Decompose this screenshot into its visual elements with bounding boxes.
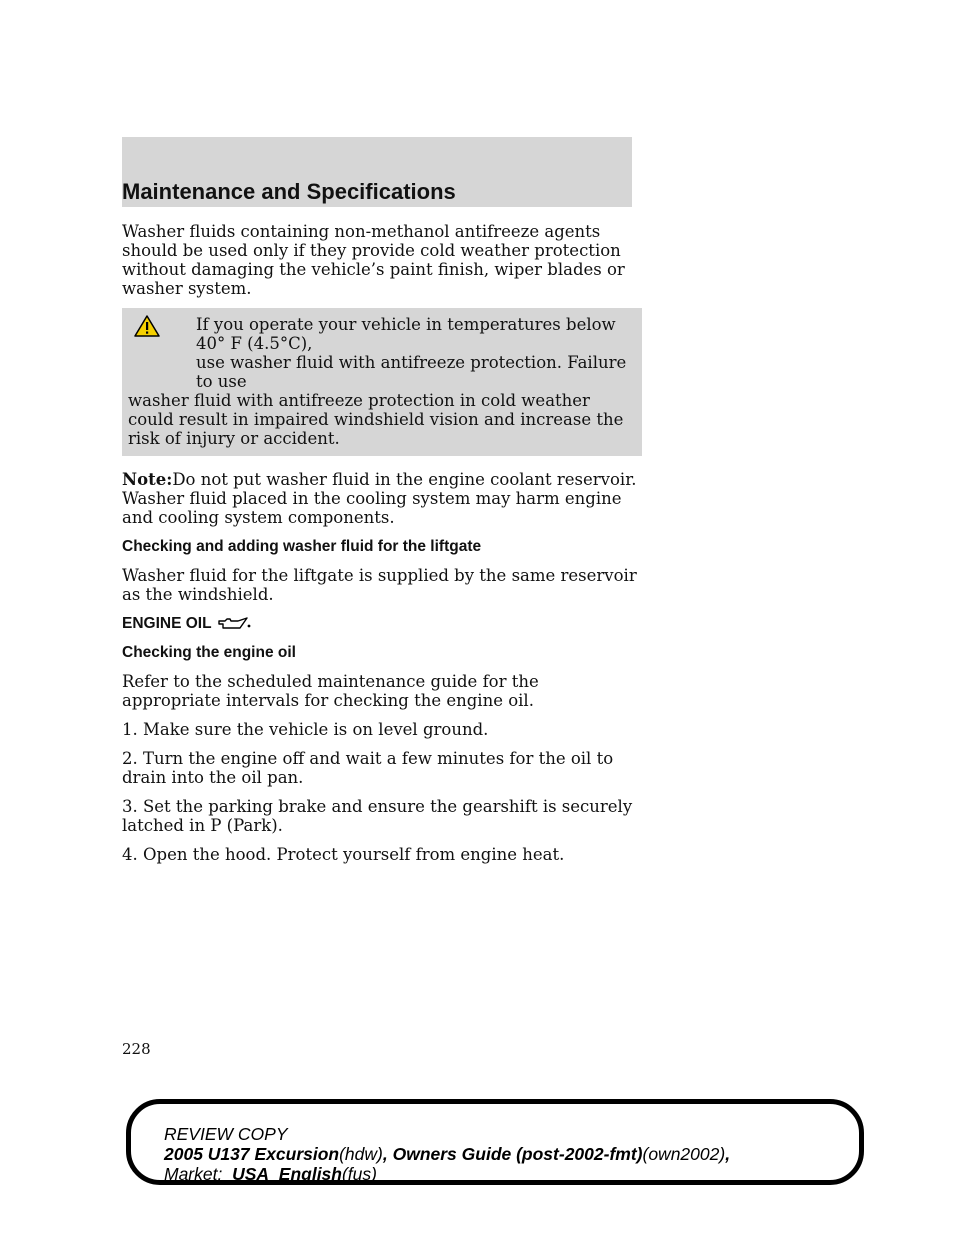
step-3: 3. Set the parking brake and ensure the gearshift is securely latched in P (Park). <box>122 797 633 835</box>
section-title: Maintenance and Specifications <box>122 179 456 204</box>
review-copy-label: REVIEW COPY <box>164 1124 288 1144</box>
guide-name: , Owners Guide (post-2002-fmt) <box>382 1144 643 1164</box>
market-name: USA_English <box>232 1164 342 1184</box>
market-label: Market: <box>164 1164 223 1184</box>
note-paragraph <box>122 470 642 527</box>
note-label: Note: <box>122 470 173 489</box>
step-2: 2. Turn the engine off and wait a few minutes for the oil to drain into the oil pan. <box>122 749 614 787</box>
step-1: 1. Make sure the vehicle is on level ground. <box>122 720 489 739</box>
note-text: Do not put washer fluid in the engine coolant reservoir. Washer fluid placed in the cooling system may harm engine and cooling system components. <box>122 470 637 527</box>
guide-code: (own2002) <box>642 1144 726 1164</box>
warning-line-1: If you operate your vehicle in temperatures below 40° F (4.5°C), <box>196 315 616 353</box>
document-info-line <box>164 1144 730 1164</box>
checking-intro-paragraph: Refer to the scheduled maintenance guide for the appropriate intervals for checking the engine oil. <box>122 672 539 710</box>
market-code: (fus) <box>341 1164 377 1184</box>
model-code: (hdw) <box>339 1144 383 1164</box>
engine-oil-heading-text: ENGINE OIL <box>122 615 212 632</box>
liftgate-heading: Checking and adding washer fluid for the liftgate <box>122 538 482 555</box>
engine-oil-heading <box>122 614 642 633</box>
info-comma: , <box>725 1144 731 1164</box>
page-content <box>122 222 642 874</box>
checking-oil-heading: Checking the engine oil <box>122 644 296 661</box>
warning-text-rest: washer fluid with antifreeze protection in cold weather could result in impaired windshield vision and increase the risk of injury or accident. <box>128 391 624 448</box>
warning-box <box>122 308 642 456</box>
page-number: 228 <box>122 1040 151 1058</box>
washer-fluid-paragraph: Washer fluids containing non-methanol antifreeze agents should be used only if they provide cold weather protection without damaging the vehicle’s paint finish, wiper blades or washer system. <box>122 222 625 298</box>
oil-can-icon <box>216 616 252 632</box>
liftgate-paragraph: Washer fluid for the liftgate is supplied by the same reservoir as the windshield. <box>122 566 637 604</box>
warning-triangle-icon <box>134 314 160 338</box>
market-line <box>164 1164 730 1184</box>
model-name: 2005 U137 Excursion <box>164 1144 340 1164</box>
review-copy-footer <box>164 1124 730 1184</box>
warning-line-2: use washer fluid with antifreeze protection. Failure to use <box>196 353 627 391</box>
step-4: 4. Open the hood. Protect yourself from engine heat. <box>122 845 565 864</box>
